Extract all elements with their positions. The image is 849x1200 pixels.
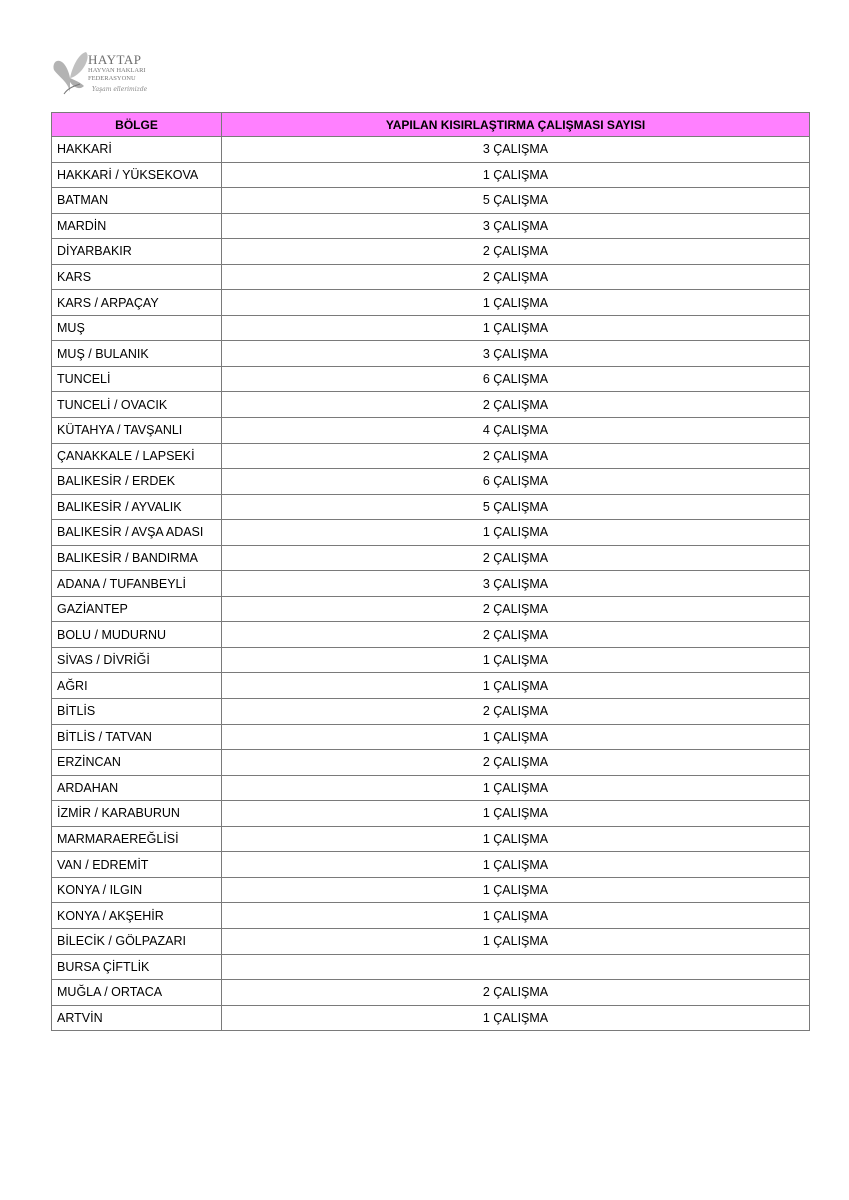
table-row [52, 137, 810, 163]
table-row [52, 545, 810, 571]
region-cell: BALIKESİR / ERDEK [52, 469, 222, 495]
region-cell: DİYARBAKIR [52, 239, 222, 265]
table-row [52, 724, 810, 750]
count-cell: 2 ÇALIŞMA [222, 392, 810, 418]
count-cell: 2 ÇALIŞMA [222, 545, 810, 571]
region-cell: VAN / EDREMİT [52, 852, 222, 878]
region-cell: BURSA ÇİFTLİK [52, 954, 222, 980]
table-row [52, 392, 810, 418]
table-header-row [52, 113, 810, 137]
table-row [52, 647, 810, 673]
logo-tagline: Yaşam ellerimizde [92, 86, 148, 93]
region-cell: BOLU / MUDURNU [52, 622, 222, 648]
table-row [52, 494, 810, 520]
table-row [52, 596, 810, 622]
logo-brand: HAYTAP [88, 52, 142, 67]
region-cell: TUNCELİ / OVACIK [52, 392, 222, 418]
table-row [52, 366, 810, 392]
count-cell: 1 ÇALIŞMA [222, 315, 810, 341]
region-cell: MARMARAEREĞLİSİ [52, 826, 222, 852]
table-body [52, 137, 810, 1031]
table-row [52, 264, 810, 290]
count-cell: 2 ÇALIŞMA [222, 443, 810, 469]
count-cell: 1 ÇALIŞMA [222, 290, 810, 316]
region-cell: KONYA / ILGIN [52, 877, 222, 903]
count-cell: 2 ÇALIŞMA [222, 699, 810, 725]
region-cell: ADANA / TUFANBEYLİ [52, 571, 222, 597]
count-cell: 1 ÇALIŞMA [222, 877, 810, 903]
region-cell: SİVAS / DİVRİĞİ [52, 647, 222, 673]
region-cell: MUŞ [52, 315, 222, 341]
table-row [52, 315, 810, 341]
table-row [52, 520, 810, 546]
count-cell: 1 ÇALIŞMA [222, 1005, 810, 1031]
region-cell: ARDAHAN [52, 775, 222, 801]
table-row [52, 290, 810, 316]
table-row [52, 903, 810, 929]
count-cell: 2 ÇALIŞMA [222, 264, 810, 290]
count-cell: 1 ÇALIŞMA [222, 775, 810, 801]
region-cell: BALIKESİR / BANDIRMA [52, 545, 222, 571]
logo-subtitle-line1: HAYVAN HAKLARI [88, 67, 146, 74]
table-row [52, 750, 810, 776]
table-row [52, 213, 810, 239]
count-cell: 1 ÇALIŞMA [222, 928, 810, 954]
table-row [52, 469, 810, 495]
table-row [52, 801, 810, 827]
region-cell: ARTVİN [52, 1005, 222, 1031]
count-cell: 2 ÇALIŞMA [222, 622, 810, 648]
table-row [52, 239, 810, 265]
region-cell: İZMİR / KARABURUN [52, 801, 222, 827]
count-cell: 2 ÇALIŞMA [222, 750, 810, 776]
table-row [52, 980, 810, 1006]
table-row [52, 954, 810, 980]
region-cell: BALIKESİR / AVŞA ADASI [52, 520, 222, 546]
table-row [52, 1005, 810, 1031]
table-row [52, 699, 810, 725]
logo-subtitle-line2: FEDERASYONU [88, 75, 136, 82]
haytap-logo [50, 46, 180, 102]
table-row [52, 188, 810, 214]
table-row [52, 775, 810, 801]
header-count: YAPILAN KISIRLAŞTIRMA ÇALIŞMASI SAYISI [222, 113, 810, 137]
count-cell: 1 ÇALIŞMA [222, 162, 810, 188]
count-cell: 6 ÇALIŞMA [222, 469, 810, 495]
count-cell: 1 ÇALIŞMA [222, 852, 810, 878]
table-row [52, 877, 810, 903]
table-row [52, 852, 810, 878]
count-cell [222, 954, 810, 980]
region-cell: BİLECİK / GÖLPAZARI [52, 928, 222, 954]
butterfly-logo-icon [50, 48, 90, 96]
table-row [52, 418, 810, 444]
count-cell: 2 ÇALIŞMA [222, 596, 810, 622]
table-row [52, 341, 810, 367]
count-cell: 1 ÇALIŞMA [222, 801, 810, 827]
table-row [52, 928, 810, 954]
count-cell: 5 ÇALIŞMA [222, 188, 810, 214]
count-cell: 1 ÇALIŞMA [222, 520, 810, 546]
region-cell: MUĞLA / ORTACA [52, 980, 222, 1006]
region-cell: ERZİNCAN [52, 750, 222, 776]
region-cell: KONYA / AKŞEHİR [52, 903, 222, 929]
table-row [52, 162, 810, 188]
region-cell: KARS [52, 264, 222, 290]
region-cell: TUNCELİ [52, 366, 222, 392]
count-cell: 1 ÇALIŞMA [222, 647, 810, 673]
count-cell: 1 ÇALIŞMA [222, 903, 810, 929]
table-row [52, 571, 810, 597]
table-row [52, 622, 810, 648]
count-cell: 3 ÇALIŞMA [222, 213, 810, 239]
region-cell: KARS / ARPAÇAY [52, 290, 222, 316]
region-cell: AĞRI [52, 673, 222, 699]
count-cell: 1 ÇALIŞMA [222, 673, 810, 699]
count-cell: 3 ÇALIŞMA [222, 137, 810, 163]
count-cell: 1 ÇALIŞMA [222, 826, 810, 852]
count-cell: 3 ÇALIŞMA [222, 341, 810, 367]
sterilization-table [51, 112, 810, 1031]
count-cell: 5 ÇALIŞMA [222, 494, 810, 520]
region-cell: BİTLİS [52, 699, 222, 725]
count-cell: 1 ÇALIŞMA [222, 724, 810, 750]
region-cell: BİTLİS / TATVAN [52, 724, 222, 750]
count-cell: 2 ÇALIŞMA [222, 239, 810, 265]
region-cell: HAKKARİ / YÜKSEKOVA [52, 162, 222, 188]
count-cell: 2 ÇALIŞMA [222, 980, 810, 1006]
count-cell: 6 ÇALIŞMA [222, 366, 810, 392]
count-cell: 3 ÇALIŞMA [222, 571, 810, 597]
logo-subtitle [88, 67, 178, 83]
table-row [52, 673, 810, 699]
table-row [52, 443, 810, 469]
count-cell: 4 ÇALIŞMA [222, 418, 810, 444]
region-cell: BALIKESİR / AYVALIK [52, 494, 222, 520]
table-row [52, 826, 810, 852]
region-cell: MARDİN [52, 213, 222, 239]
region-cell: BATMAN [52, 188, 222, 214]
header-region: BÖLGE [52, 113, 222, 137]
region-cell: GAZİANTEP [52, 596, 222, 622]
region-cell: KÜTAHYA / TAVŞANLI [52, 418, 222, 444]
region-cell: MUŞ / BULANIK [52, 341, 222, 367]
region-cell: ÇANAKKALE / LAPSEKİ [52, 443, 222, 469]
region-cell: HAKKARİ [52, 137, 222, 163]
